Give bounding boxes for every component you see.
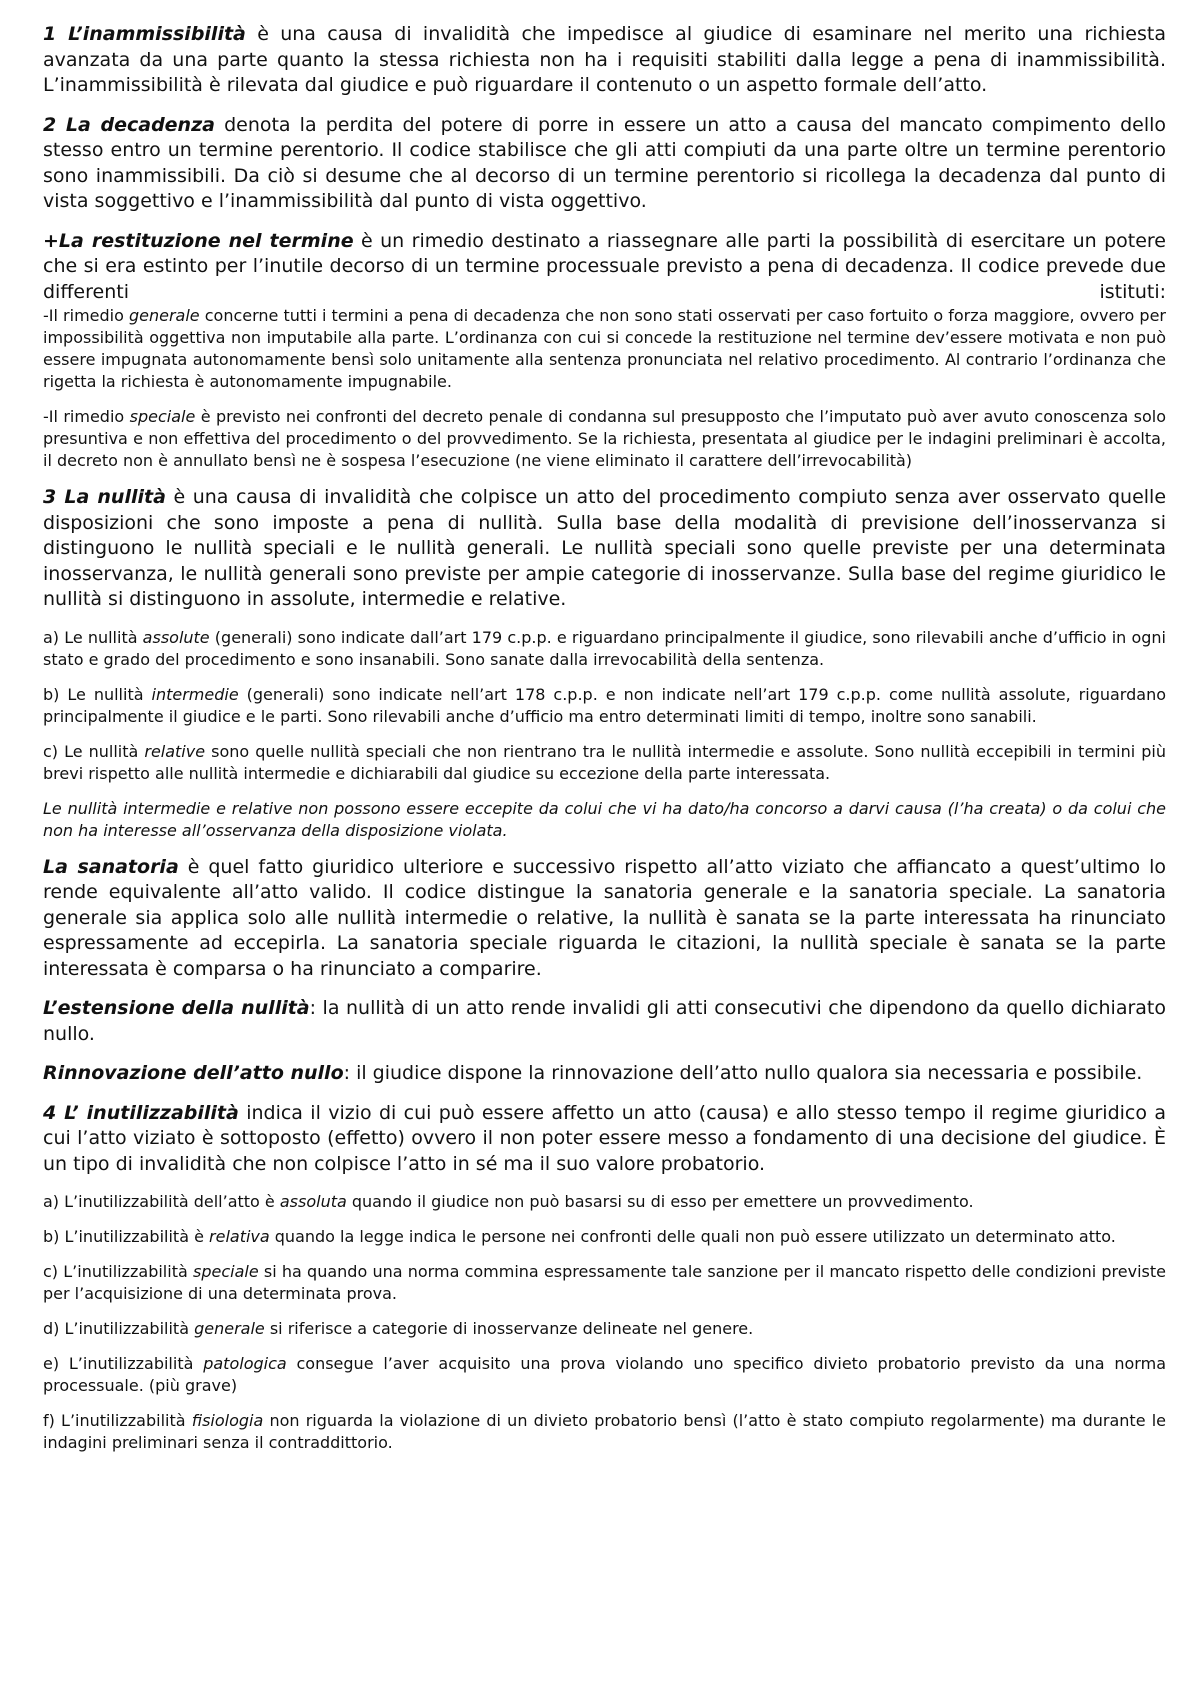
text-run: c) L’inutilizzabilità bbox=[43, 1262, 193, 1281]
paragraph-rimedio-speciale bbox=[43, 406, 1166, 472]
text-run: b) Le nullità bbox=[43, 684, 152, 704]
emphasis: assolute bbox=[142, 627, 210, 647]
emphasis: relativa bbox=[209, 1227, 270, 1246]
term-heading: 3 La nullità bbox=[43, 486, 166, 508]
paragraph-inutilizzabilita bbox=[43, 1101, 1166, 1178]
text-run: f) L’inutilizzabilità bbox=[43, 1411, 192, 1430]
text-run: si ha quando una norma commina espressamente tale sanzione per il mancato rispetto delle condizioni previste per l’acquisizione di una determinata prova. bbox=[43, 1262, 1166, 1303]
paragraph-text: denota la perdita del potere di porre in essere un atto a causa del mancato compimento dello stesso entro un termine perentorio. Il codice stabilisce che gli atti compiuti da una parte oltre un termine perentorio sono inammissibili. Da ciò si desume che al decorso di un termine perentorio si ricollega la decadenza dal punto di vista soggettivo e l’inammissibilità dal punto di vista oggettivo. bbox=[43, 113, 1167, 212]
paragraph-rimedio-generale bbox=[43, 305, 1166, 393]
text-run: e) L’inutilizzabilità bbox=[43, 1354, 204, 1373]
text-run: d) L’inutilizzabilità bbox=[43, 1319, 195, 1338]
term-heading: La sanatoria bbox=[43, 855, 179, 878]
text-run: si riferisce a categorie di inosservanze delineate nel genere. bbox=[264, 1319, 754, 1338]
text-run: quando il giudice non può basarsi su di esso per emettere un provvedimento. bbox=[346, 1192, 974, 1211]
term-heading: 1 L’inammissibilità bbox=[43, 23, 246, 45]
list-item-inutilizzabilita-relativa bbox=[43, 1226, 1166, 1248]
text-run: concerne tutti i termini a pena di decadenza che non sono stati osservati per caso fortuito o forza maggiore, ovvero per impossibilità oggettiva non imputabile alla parte. L’ordinanza con cui si concede la restituzione nel termine dev’essere motivata e non può essere impugnata autonomamente bensì solo unitamente alla sentenza pronunciata nel relativo procedimento. Al contrario l’ordinanza che rigetta la richiesta è autonomamente impugnabile. bbox=[43, 306, 1166, 391]
paragraph-text: è un rimedio destinato a riassegnare alle parti la possibilità di esercitare un potere che si era estinto per l’inutile decorso di un termine processuale previsto a pena di decadenza. Il codice prevede due differenti istituti: bbox=[43, 229, 1166, 303]
paragraph-restituzione bbox=[43, 229, 1166, 306]
list-item-inutilizzabilita-assoluta bbox=[43, 1191, 1166, 1213]
paragraph-text: indica il vizio di cui può essere affetto un atto (causa) e allo stesso tempo il regime giuridico a cui l’atto viziato è sottoposto (effetto) ovvero il non poter essere messo a fondamento di una decisione del giudice. È un tipo di invalidità che non colpisce l’atto in sé ma il suo valore probatorio. bbox=[43, 1101, 1166, 1175]
paragraph-rinnovazione bbox=[43, 1061, 1166, 1087]
list-item-nullita-relative bbox=[43, 741, 1166, 785]
paragraph-inammissibilita bbox=[43, 22, 1166, 99]
term-heading: Rinnovazione dell’atto nullo bbox=[43, 1062, 344, 1084]
list-item-inutilizzabilita-generale bbox=[43, 1318, 1166, 1340]
paragraph-text: : il giudice dispone la rinnovazione dell’atto nullo qualora sia necessaria e possibile. bbox=[343, 1062, 1143, 1084]
text-run: (generali) sono indicate nell’art 178 c.p.p. e non indicate nell’art 179 c.p.p. come nullità assolute, riguardano principalmente il giudice e le parti. Sono rilevabili anche d’ufficio ma entro determinati limiti di tempo, inoltre sono sanabili. bbox=[43, 684, 1166, 726]
emphasis: fisiologia bbox=[191, 1411, 264, 1430]
paragraph-text: è una causa di invalidità che impedisce al giudice di esaminare nel merito una richiesta avanzata da una parte quanto la stessa richiesta non ha i requisiti stabiliti dalla legge a pena di inammissibilità. L’inammissibilità è rilevata dal giudice e può riguardare il contenuto o un aspetto formale dell’atto. bbox=[43, 23, 1166, 96]
text-run: consegue l’aver acquisito una prova violando uno specifico divieto probatorio previsto da una norma processuale. (più grave) bbox=[43, 1354, 1166, 1395]
list-item-nullita-assolute bbox=[43, 627, 1166, 671]
text-run: quando la legge indica le persone nei confronti delle quali non può essere utilizzato un determinato atto. bbox=[269, 1227, 1116, 1246]
paragraph-decadenza bbox=[43, 113, 1166, 215]
list-item-inutilizzabilita-fisiologia bbox=[43, 1410, 1166, 1454]
term-heading: L’estensione della nullità bbox=[43, 997, 310, 1019]
text-run: -Il rimedio bbox=[43, 407, 130, 426]
paragraph-text: : la nullità di un atto rende invalidi gli atti consecutivi che dipendono da quello dichiarato nullo. bbox=[43, 997, 1166, 1045]
paragraph-estensione bbox=[43, 996, 1166, 1047]
term-heading: +La restituzione nel termine bbox=[43, 229, 354, 252]
emphasis: intermedie bbox=[151, 684, 239, 704]
list-item-inutilizzabilita-speciale bbox=[43, 1261, 1166, 1305]
text-run: a) L’inutilizzabilità dell’atto è bbox=[43, 1192, 280, 1211]
term-heading: 2 La decadenza bbox=[43, 113, 215, 136]
emphasis: generale bbox=[194, 1319, 265, 1338]
paragraph-nullita-note: Le nullità intermedie e relative non possono essere eccepite da colui che vi ha dato/ha concorso a darvi causa (l’ha creata) o da colui che non ha interesse all’osservanza della disposizione violata. bbox=[43, 798, 1166, 840]
term-heading: 4 L’ inutilizzabilità bbox=[43, 1101, 239, 1124]
text-run: non riguarda la violazione di un divieto probatorio bensì (l’atto è stato compiuto regolarmente) ma durante le indagini preliminari senza il contraddittorio. bbox=[43, 1411, 1166, 1452]
paragraph-sanatoria bbox=[43, 855, 1166, 983]
list-item-nullita-intermedie bbox=[43, 684, 1166, 728]
text-run: b) L’inutilizzabilità è bbox=[43, 1227, 210, 1246]
text-run: c) Le nullità bbox=[43, 741, 145, 761]
paragraph-text: è una causa di invalidità che colpisce un atto del procedimento compiuto senza aver osservato quelle disposizioni che sono imposte a pena di nullità. Sulla base della modalità di previsione dell’inosservanza si distinguono le nullità speciali e le nullità generali. Le nullità speciali sono quelle previste per una determinata inosservanza, le nullità generali sono previste per ampie categorie di inosservanze. Sulla base del regime giuridico le nullità si distinguono in assolute, intermedie e relative. bbox=[43, 486, 1167, 610]
emphasis: speciale bbox=[129, 407, 196, 426]
list-item-inutilizzabilita-patologica bbox=[43, 1353, 1166, 1397]
emphasis: assoluta bbox=[279, 1192, 347, 1211]
paragraph-nullita bbox=[43, 485, 1166, 613]
paragraph-text: è quel fatto giuridico ulteriore e successivo rispetto all’atto viziato che affiancato a quest’ultimo lo rende equivalente all’atto valido. Il codice distingue la sanatoria generale e la sanatoria speciale. La sanatoria generale sia applica solo alle nullità intermedie o relative, la nullità è sanata se la parte interessata ha rinunciato espressamente ad eccepirla. La sanatoria speciale riguarda le citazioni, la nullità speciale è sanata se la parte interessata è comparsa o ha rinunciato a comparire. bbox=[43, 855, 1166, 980]
text-run: sono quelle nullità speciali che non rientrano tra le nullità intermedie e assolute. Sono nullità eccepibili in termini più brevi rispetto alle nullità intermedie e dichiarabili dal giudice su eccezione della parte interessata. bbox=[43, 741, 1167, 783]
emphasis: relative bbox=[144, 741, 206, 761]
emphasis: patologica bbox=[203, 1354, 287, 1373]
text-run: è previsto nei confronti del decreto penale di condanna sul presupposto che l’imputato può aver avuto conoscenza solo presuntiva e non effettiva del procedimento o del provvedimento. Se la richiesta, presentata al giudice per le indagini preliminari è accolta, il decreto non è annullato bensì ne è sospesa l’esecuzione (ne viene eliminato il carattere dell’irrevocabilità) bbox=[43, 407, 1167, 470]
text-run: (generali) sono indicate dall’art 179 c.p.p. e riguardano principalmente il giudice, sono rilevabili anche d’ufficio in ogni stato e grado del procedimento e sono insanabili. Sono sanate dalla irrevocabilità della sentenza. bbox=[43, 627, 1166, 669]
text-run: a) Le nullità bbox=[43, 627, 143, 647]
text-run: -Il rimedio bbox=[43, 306, 129, 325]
emphasis: speciale bbox=[192, 1262, 259, 1281]
emphasis: generale bbox=[128, 306, 200, 325]
